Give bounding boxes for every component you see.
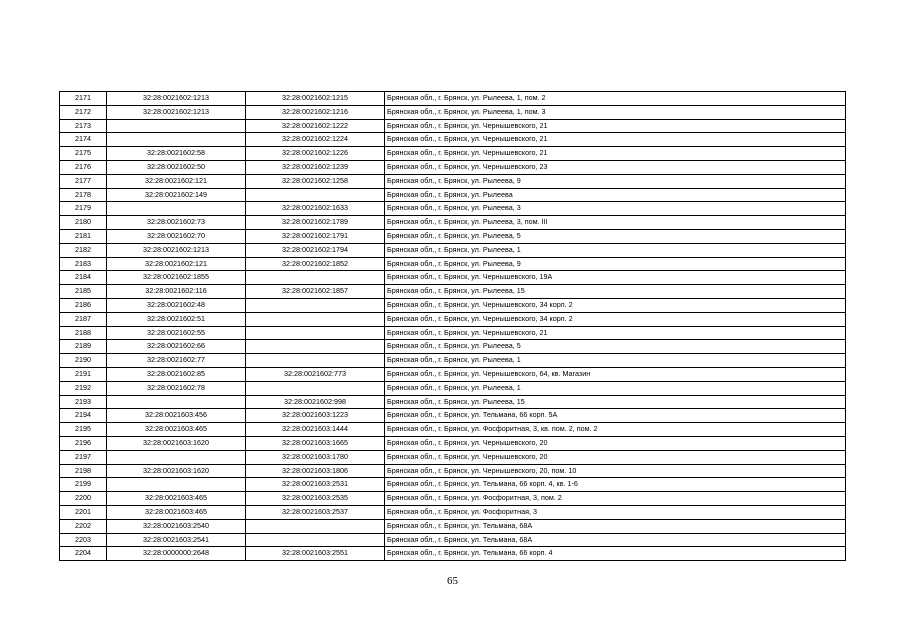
table-body (60, 92, 846, 561)
object-number-cell: 32:28:0021602:1215 (246, 92, 385, 106)
table-row (60, 271, 846, 285)
parcel-number-cell: 32:28:0021602:116 (107, 285, 246, 299)
object-number-cell: 32:28:0021602:1633 (246, 202, 385, 216)
parcel-number-cell (107, 478, 246, 492)
row-number-cell: 2204 (60, 547, 107, 561)
object-number-cell: 32:28:0021603:2537 (246, 505, 385, 519)
parcel-number-cell: 32:28:0021603:465 (107, 423, 246, 437)
row-number-cell: 2194 (60, 409, 107, 423)
table-row (60, 340, 846, 354)
address-cell: Брянская обл., г. Брянск, ул. Чернышевского, 20 (385, 436, 846, 450)
table-row (60, 478, 846, 492)
parcel-number-cell: 32:28:0021602:85 (107, 367, 246, 381)
parcel-number-cell (107, 119, 246, 133)
address-cell: Брянская обл., г. Брянск, ул. Чернышевского, 21 (385, 133, 846, 147)
row-number-cell: 2184 (60, 271, 107, 285)
table-row (60, 450, 846, 464)
object-number-cell: 32:28:0021602:1226 (246, 147, 385, 161)
table-row (60, 229, 846, 243)
address-cell: Брянская обл., г. Брянск, ул. Чернышевского, 34 корп. 2 (385, 312, 846, 326)
table-row (60, 505, 846, 519)
address-cell: Брянская обл., г. Брянск, ул. Рылеева, 9 (385, 174, 846, 188)
object-number-cell (246, 271, 385, 285)
row-number-cell: 2181 (60, 229, 107, 243)
parcel-number-cell (107, 450, 246, 464)
address-cell: Брянская обл., г. Брянск, ул. Рылеева, 5 (385, 229, 846, 243)
table-row (60, 381, 846, 395)
object-number-cell: 32:28:0021602:1794 (246, 243, 385, 257)
row-number-cell: 2187 (60, 312, 107, 326)
row-number-cell: 2200 (60, 492, 107, 506)
object-number-cell: 32:28:0021603:1665 (246, 436, 385, 450)
address-cell: Брянская обл., г. Брянск, ул. Рылеева, 1, пом. 3 (385, 105, 846, 119)
object-number-cell: 32:28:0021603:1780 (246, 450, 385, 464)
page-number: 65 (447, 575, 458, 587)
address-cell: Брянская обл., г. Брянск, ул. Рылеева, 1 (385, 381, 846, 395)
row-number-cell: 2176 (60, 160, 107, 174)
document-table-container (59, 91, 846, 561)
address-cell: Брянская обл., г. Брянск, ул. Рылеева, 9 (385, 257, 846, 271)
row-number-cell: 2185 (60, 285, 107, 299)
row-number-cell: 2180 (60, 216, 107, 230)
parcel-number-cell: 32:28:0021602:1855 (107, 271, 246, 285)
address-cell: Брянская обл., г. Брянск, ул. Фосфоритная, 3, кв. пом. 2, пом. 2 (385, 423, 846, 437)
table-row (60, 492, 846, 506)
address-cell: Брянская обл., г. Брянск, ул. Рылеева, 5 (385, 340, 846, 354)
row-number-cell: 2174 (60, 133, 107, 147)
table-row (60, 147, 846, 161)
row-number-cell: 2198 (60, 464, 107, 478)
row-number-cell: 2182 (60, 243, 107, 257)
parcel-number-cell: 32:28:0021603:2540 (107, 519, 246, 533)
address-cell: Брянская обл., г. Брянск, ул. Рылеева, 1 (385, 354, 846, 368)
object-number-cell (246, 354, 385, 368)
parcel-number-cell: 32:28:0021602:70 (107, 229, 246, 243)
table-row (60, 160, 846, 174)
parcel-number-cell: 32:28:0021603:465 (107, 505, 246, 519)
parcel-number-cell: 32:28:0021602:50 (107, 160, 246, 174)
row-number-cell: 2175 (60, 147, 107, 161)
address-cell: Брянская обл., г. Брянск, ул. Рылеева (385, 188, 846, 202)
parcel-number-cell: 32:28:0021602:1213 (107, 92, 246, 106)
row-number-cell: 2191 (60, 367, 107, 381)
row-number-cell: 2196 (60, 436, 107, 450)
table-row (60, 354, 846, 368)
row-number-cell: 2190 (60, 354, 107, 368)
table-row (60, 243, 846, 257)
row-number-cell: 2201 (60, 505, 107, 519)
address-cell: Брянская обл., г. Брянск, ул. Чернышевского, 20 (385, 450, 846, 464)
object-number-cell: 32:28:0021602:1852 (246, 257, 385, 271)
address-cell: Брянская обл., г. Брянск, ул. Чернышевского, 64, кв. Магазин (385, 367, 846, 381)
parcel-number-cell (107, 395, 246, 409)
address-cell: Брянская обл., г. Брянск, ул. Чернышевского, 34 корп. 2 (385, 298, 846, 312)
address-cell: Брянская обл., г. Брянск, ул. Чернышевского, 21 (385, 119, 846, 133)
object-number-cell: 32:28:0021603:2535 (246, 492, 385, 506)
object-number-cell: 32:28:0021603:1444 (246, 423, 385, 437)
object-number-cell (246, 188, 385, 202)
row-number-cell: 2171 (60, 92, 107, 106)
address-cell: Брянская обл., г. Брянск, ул. Тельмана, 68А (385, 519, 846, 533)
row-number-cell: 2193 (60, 395, 107, 409)
parcel-number-cell: 32:28:0021603:465 (107, 492, 246, 506)
table-row (60, 133, 846, 147)
table-row (60, 367, 846, 381)
address-cell: Брянская обл., г. Брянск, ул. Рылеева, 1, пом. 2 (385, 92, 846, 106)
address-cell: Брянская обл., г. Брянск, ул. Фосфоритная, 3, пом. 2 (385, 492, 846, 506)
parcel-number-cell: 32:28:0021602:73 (107, 216, 246, 230)
parcel-number-cell: 32:28:0021603:1620 (107, 464, 246, 478)
address-cell: Брянская обл., г. Брянск, ул. Чернышевского, 21 (385, 147, 846, 161)
address-cell: Брянская обл., г. Брянск, ул. Рылеева, 15 (385, 395, 846, 409)
object-number-cell (246, 381, 385, 395)
parcel-number-cell: 32:28:0021603:1620 (107, 436, 246, 450)
object-number-cell: 32:28:0021602:1258 (246, 174, 385, 188)
address-cell: Брянская обл., г. Брянск, ул. Фосфоритная, 3 (385, 505, 846, 519)
object-number-cell (246, 340, 385, 354)
object-number-cell: 32:28:0021602:998 (246, 395, 385, 409)
parcel-number-cell: 32:28:0021603:456 (107, 409, 246, 423)
parcel-number-cell: 32:28:0021602:149 (107, 188, 246, 202)
address-cell: Брянская обл., г. Брянск, ул. Чернышевского, 23 (385, 160, 846, 174)
object-number-cell: 32:28:0021602:1791 (246, 229, 385, 243)
table-row (60, 285, 846, 299)
object-number-cell (246, 298, 385, 312)
object-number-cell: 32:28:0021602:1222 (246, 119, 385, 133)
table-row (60, 436, 846, 450)
parcel-number-cell: 32:28:0021602:66 (107, 340, 246, 354)
object-number-cell (246, 533, 385, 547)
row-number-cell: 2189 (60, 340, 107, 354)
row-number-cell: 2179 (60, 202, 107, 216)
address-cell: Брянская обл., г. Брянск, ул. Тельмана, 66 корп. 4, кв. 1-6 (385, 478, 846, 492)
parcel-number-cell: 32:28:0021602:1213 (107, 105, 246, 119)
address-cell: Брянская обл., г. Брянск, ул. Чернышевского, 21 (385, 326, 846, 340)
object-number-cell: 32:28:0021603:2551 (246, 547, 385, 561)
parcel-number-cell: 32:28:0021602:55 (107, 326, 246, 340)
table-row (60, 533, 846, 547)
parcel-number-cell (107, 202, 246, 216)
row-number-cell: 2199 (60, 478, 107, 492)
parcel-number-cell: 32:28:0021602:78 (107, 381, 246, 395)
address-cell: Брянская обл., г. Брянск, ул. Рылеева, 1 (385, 243, 846, 257)
table-row (60, 519, 846, 533)
table-row (60, 298, 846, 312)
row-number-cell: 2178 (60, 188, 107, 202)
object-number-cell: 32:28:0021603:1806 (246, 464, 385, 478)
table-row (60, 409, 846, 423)
parcel-number-cell: 32:28:0000000:2648 (107, 547, 246, 561)
address-cell: Брянская обл., г. Брянск, ул. Чернышевского, 20, пом. 10 (385, 464, 846, 478)
row-number-cell: 2186 (60, 298, 107, 312)
table-row (60, 105, 846, 119)
parcel-number-cell: 32:28:0021602:77 (107, 354, 246, 368)
row-number-cell: 2203 (60, 533, 107, 547)
parcel-number-cell: 32:28:0021603:2541 (107, 533, 246, 547)
row-number-cell: 2195 (60, 423, 107, 437)
address-cell: Брянская обл., г. Брянск, ул. Рылеева, 3 (385, 202, 846, 216)
table-row (60, 188, 846, 202)
table-row (60, 92, 846, 106)
object-number-cell (246, 312, 385, 326)
object-number-cell: 32:28:0021602:1857 (246, 285, 385, 299)
object-number-cell: 32:28:0021602:773 (246, 367, 385, 381)
parcel-number-cell (107, 133, 246, 147)
object-number-cell: 32:28:0021602:1239 (246, 160, 385, 174)
table-row (60, 216, 846, 230)
table-row (60, 326, 846, 340)
object-number-cell (246, 519, 385, 533)
parcel-number-cell: 32:28:0021602:1213 (107, 243, 246, 257)
table-row (60, 119, 846, 133)
row-number-cell: 2192 (60, 381, 107, 395)
object-number-cell: 32:28:0021602:1224 (246, 133, 385, 147)
address-cell: Брянская обл., г. Брянск, ул. Тельмана, 68А (385, 533, 846, 547)
object-number-cell: 32:28:0021603:1223 (246, 409, 385, 423)
address-cell: Брянская обл., г. Брянск, ул. Тельмана, 66 корп. 5А (385, 409, 846, 423)
table-row (60, 312, 846, 326)
table-row (60, 395, 846, 409)
address-cell: Брянская обл., г. Брянск, ул. Чернышевского, 19А (385, 271, 846, 285)
address-cell: Брянская обл., г. Брянск, ул. Рылеева, 15 (385, 285, 846, 299)
table-row (60, 174, 846, 188)
object-number-cell: 32:28:0021603:2531 (246, 478, 385, 492)
table-row (60, 423, 846, 437)
row-number-cell: 2172 (60, 105, 107, 119)
table-row (60, 464, 846, 478)
object-number-cell: 32:28:0021602:1216 (246, 105, 385, 119)
table-row (60, 547, 846, 561)
object-number-cell: 32:28:0021602:1789 (246, 216, 385, 230)
row-number-cell: 2183 (60, 257, 107, 271)
row-number-cell: 2202 (60, 519, 107, 533)
address-cell: Брянская обл., г. Брянск, ул. Рылеева, 3, пом. III (385, 216, 846, 230)
parcel-number-cell: 32:28:0021602:121 (107, 174, 246, 188)
parcel-number-cell: 32:28:0021602:51 (107, 312, 246, 326)
row-number-cell: 2177 (60, 174, 107, 188)
row-number-cell: 2173 (60, 119, 107, 133)
row-number-cell: 2197 (60, 450, 107, 464)
row-number-cell: 2188 (60, 326, 107, 340)
parcel-number-cell: 32:28:0021602:121 (107, 257, 246, 271)
table-row (60, 202, 846, 216)
address-cell: Брянская обл., г. Брянск, ул. Тельмана, 66 корп. 4 (385, 547, 846, 561)
table-row (60, 257, 846, 271)
parcel-number-cell: 32:28:0021602:58 (107, 147, 246, 161)
object-number-cell (246, 326, 385, 340)
cadastral-table (59, 91, 846, 561)
parcel-number-cell: 32:28:0021602:48 (107, 298, 246, 312)
